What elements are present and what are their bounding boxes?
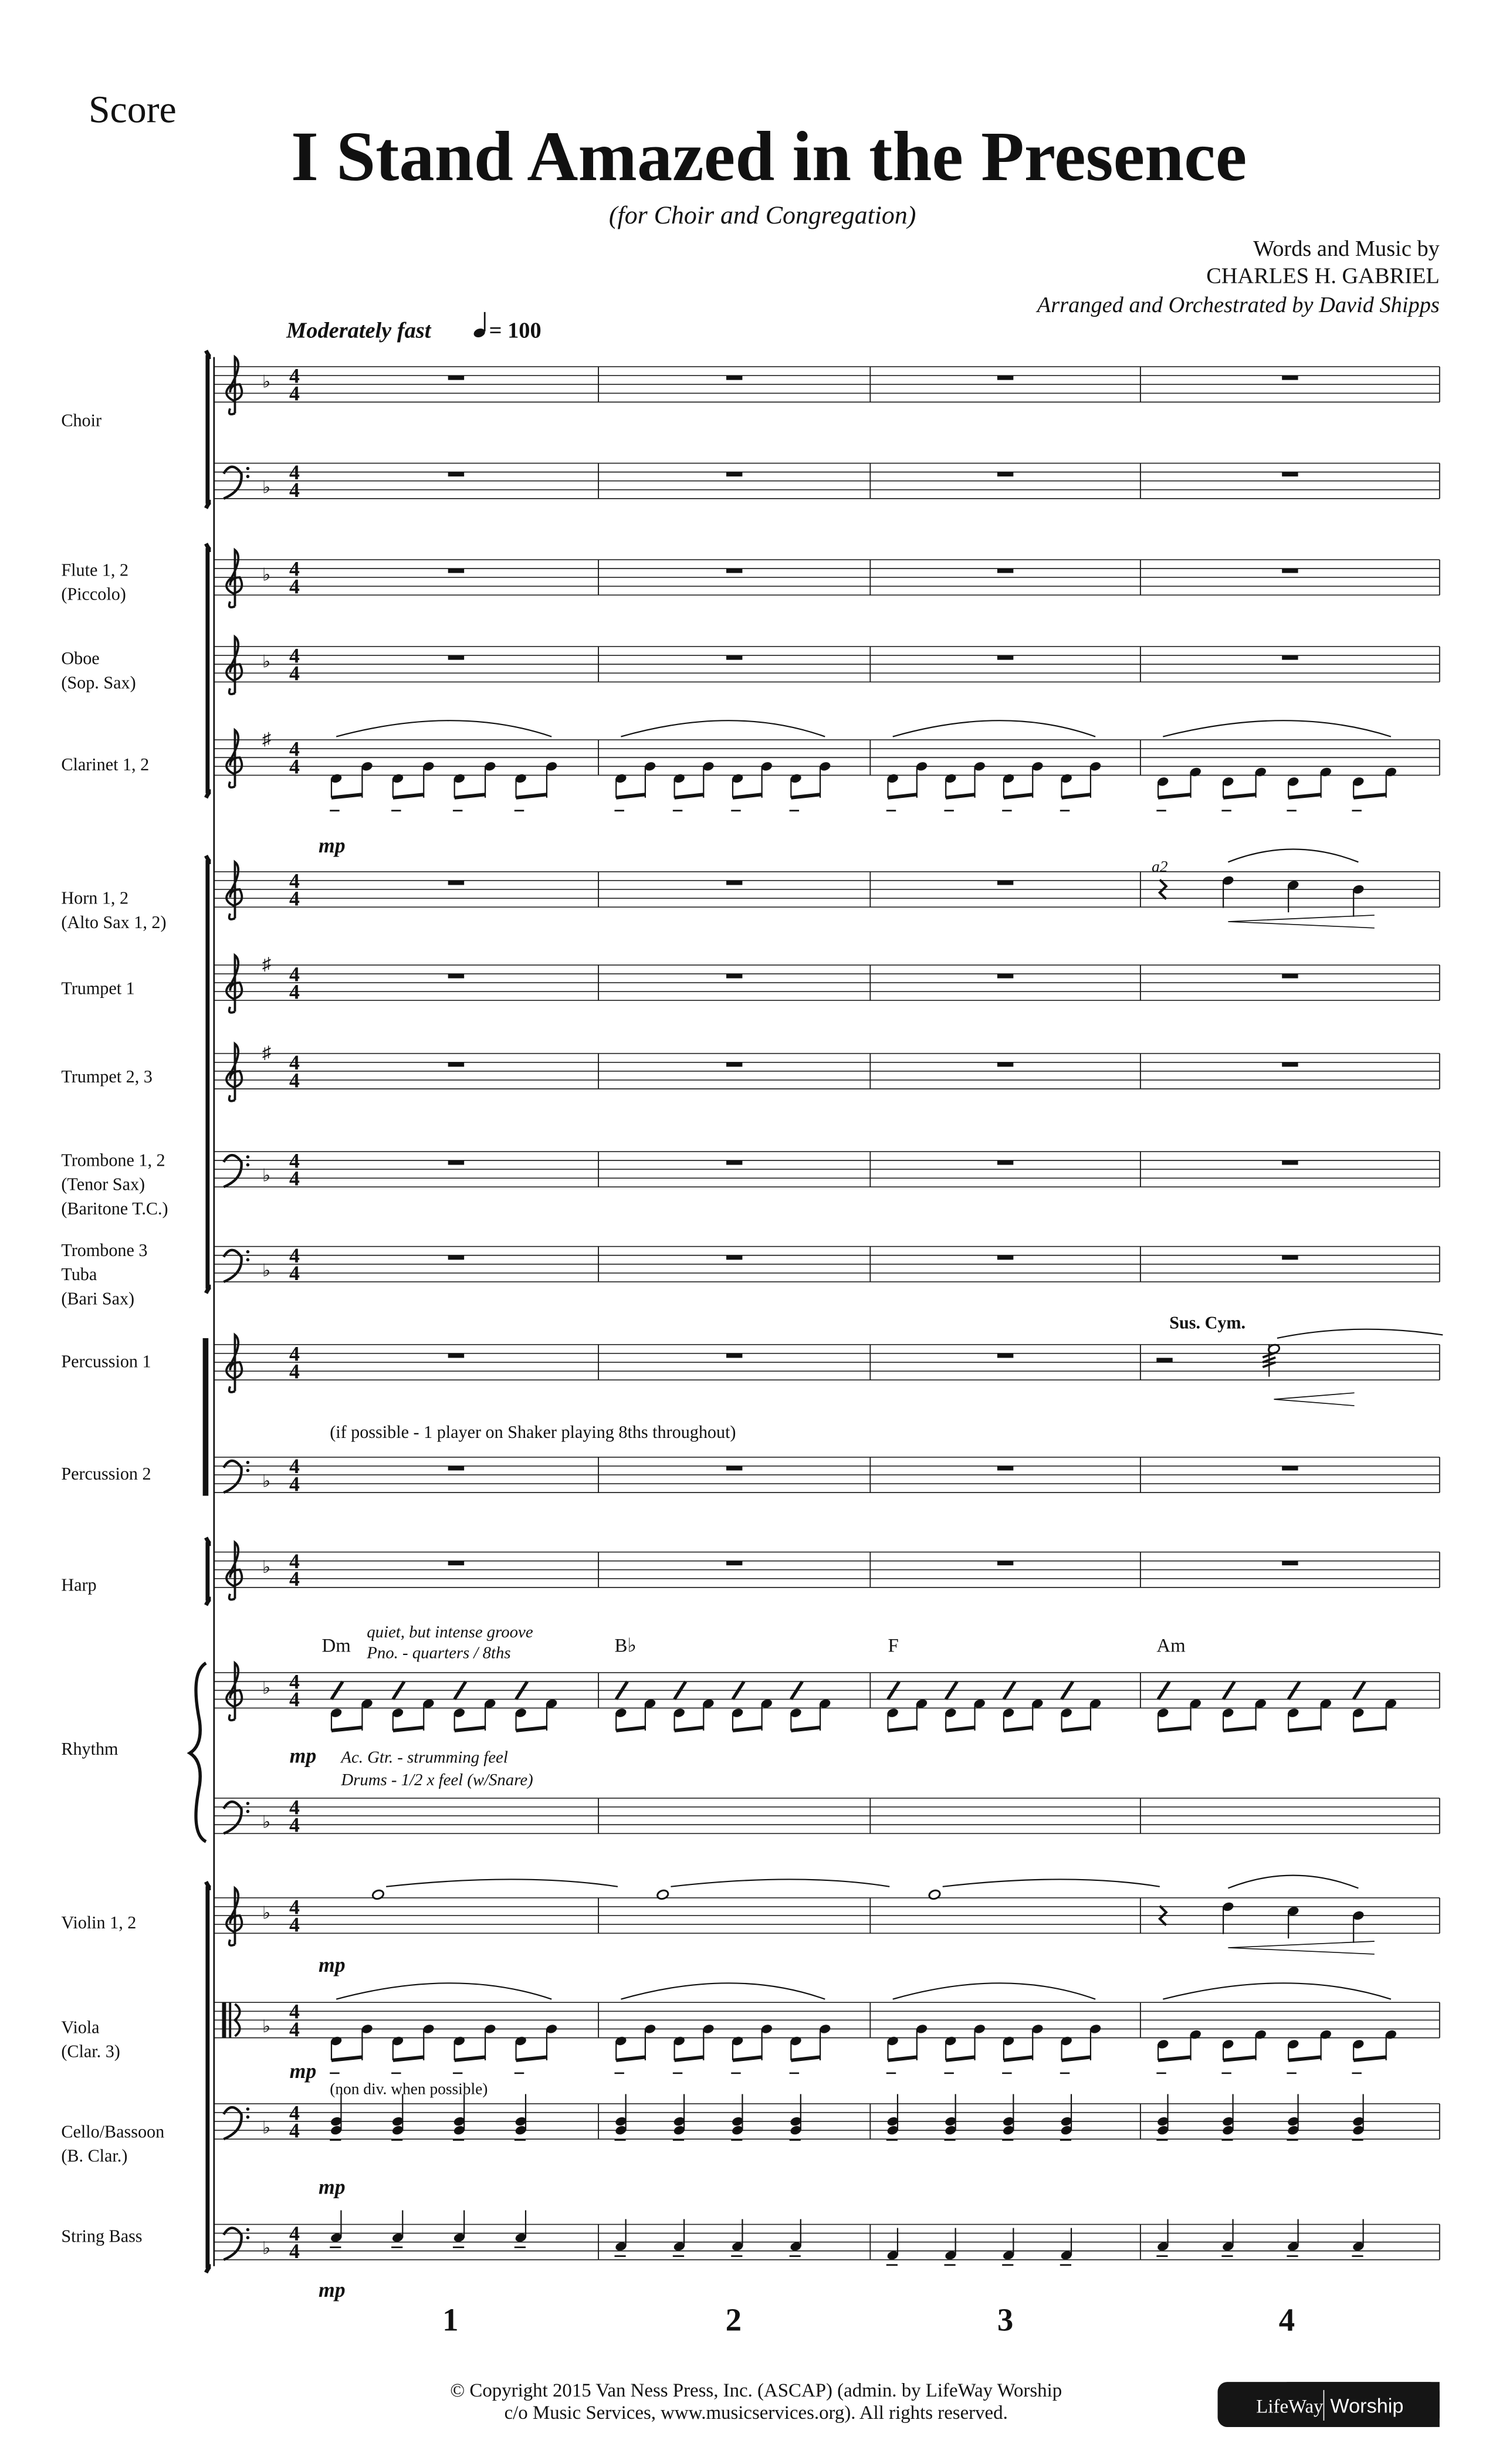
staff bbox=[214, 872, 1440, 907]
whole-rest-icon bbox=[1282, 472, 1298, 477]
treble-clef-icon bbox=[226, 1663, 242, 1721]
label-trombone-12-sub1: (Tenor Sax) bbox=[61, 1174, 145, 1194]
whole-rest-icon bbox=[448, 974, 464, 979]
whole-rest-icon bbox=[726, 1466, 742, 1471]
treble-clef-icon bbox=[226, 357, 242, 415]
whole-rest-icon bbox=[726, 568, 742, 573]
staff-group-bracket bbox=[206, 544, 211, 798]
groove-note: quiet, but intense groove bbox=[367, 1622, 533, 1641]
label-trombone-12-sub2: (Baritone T.C.) bbox=[61, 1198, 168, 1219]
whole-rest-icon bbox=[448, 568, 464, 573]
grand-staff-brace bbox=[190, 1663, 206, 1842]
beam bbox=[733, 1727, 762, 1730]
beam bbox=[455, 2057, 485, 2060]
bass-clef-dot bbox=[246, 1163, 249, 1166]
beam bbox=[1223, 794, 1256, 797]
key-signature-flat-icon: ♭ bbox=[262, 2016, 271, 2036]
time-signature-bottom: 4 bbox=[289, 2118, 300, 2143]
staff-group-bracket bbox=[206, 351, 211, 509]
bass-clef-dot bbox=[246, 1461, 249, 1464]
whole-rest-icon bbox=[448, 1353, 464, 1358]
staff bbox=[214, 1798, 1440, 1833]
time-signature-top: 4 bbox=[289, 460, 300, 484]
bass-clef-dot bbox=[246, 1155, 249, 1158]
bass-clef-dot bbox=[246, 1250, 249, 1253]
percussion-bracket bbox=[203, 1338, 209, 1496]
time-signature-top: 4 bbox=[289, 1244, 300, 1268]
whole-rest-icon bbox=[726, 1255, 742, 1260]
staff bbox=[214, 1898, 1440, 1933]
slur bbox=[621, 720, 825, 736]
time-signature-top: 4 bbox=[289, 1149, 300, 1173]
time-signature-bottom: 4 bbox=[289, 661, 300, 685]
whole-rest-icon bbox=[1282, 1160, 1298, 1165]
beam bbox=[1353, 794, 1386, 797]
beam bbox=[1288, 1727, 1321, 1730]
time-signature-bottom: 4 bbox=[289, 886, 300, 911]
time-signature-top: 4 bbox=[289, 1999, 300, 2023]
label-trumpet-23: Trumpet 2, 3 bbox=[61, 1067, 153, 1087]
time-signature-top: 4 bbox=[289, 2101, 300, 2125]
quarter-note-icon bbox=[472, 312, 486, 339]
beam bbox=[888, 2057, 917, 2060]
staff bbox=[214, 560, 1440, 595]
beam bbox=[1158, 1727, 1191, 1730]
measure-number-4: 4 bbox=[1278, 2301, 1295, 2338]
time-signature-top: 4 bbox=[289, 1670, 300, 1694]
time-signature-top: 4 bbox=[289, 2221, 300, 2245]
slur bbox=[336, 720, 551, 736]
beam bbox=[946, 2057, 974, 2060]
label-viola-sub: (Clar. 3) bbox=[61, 2041, 120, 2062]
dynamic-violin: mp bbox=[319, 1953, 346, 1977]
beam bbox=[1158, 2057, 1191, 2060]
slur bbox=[1228, 1876, 1358, 1888]
time-signature-top: 4 bbox=[289, 644, 300, 668]
time-signature-top: 4 bbox=[289, 737, 300, 761]
whole-rest-icon bbox=[1282, 1255, 1298, 1260]
measure-number-1: 1 bbox=[442, 2301, 459, 2338]
whole-rest-icon bbox=[1282, 375, 1298, 380]
bass-clef-dot bbox=[246, 1469, 249, 1472]
whole-rest-icon bbox=[448, 1255, 464, 1260]
page-title: I Stand Amazed in the Presence bbox=[290, 118, 1247, 197]
beam bbox=[616, 794, 645, 797]
label-bari-sax: (Bari Sax) bbox=[61, 1288, 135, 1309]
slur bbox=[893, 720, 1095, 736]
time-signature-bottom: 4 bbox=[289, 1813, 300, 1837]
time-signature-bottom: 4 bbox=[289, 1913, 300, 1937]
key-signature-flat-icon: ♭ bbox=[262, 1812, 271, 1832]
key-signature-flat-icon: ♭ bbox=[262, 1903, 271, 1923]
beam bbox=[1353, 1727, 1386, 1730]
beam bbox=[1062, 794, 1091, 797]
label-cello-sub: (B. Clar.) bbox=[61, 2145, 128, 2166]
whole-rest-icon bbox=[1282, 655, 1298, 660]
whole-rest-icon bbox=[448, 881, 464, 885]
label-choir: Choir bbox=[61, 410, 102, 431]
time-signature-bottom: 4 bbox=[289, 1261, 300, 1285]
label-oboe-sub: (Sop. Sax) bbox=[61, 672, 136, 693]
time-signature-top: 4 bbox=[289, 1051, 300, 1075]
crescendo-hairpin bbox=[1228, 1941, 1374, 1954]
beam bbox=[393, 794, 424, 797]
time-signature-top: 4 bbox=[289, 1549, 300, 1573]
label-viola: Viola bbox=[61, 2017, 100, 2037]
bass-clef-dot bbox=[246, 2236, 249, 2239]
label-rhythm: Rhythm bbox=[61, 1738, 119, 1759]
logo-lifeway: LifeWay bbox=[1256, 2396, 1324, 2418]
staff bbox=[214, 1247, 1440, 1282]
beam bbox=[1223, 1727, 1256, 1730]
treble-clef-icon bbox=[226, 1888, 242, 1946]
whole-rest-icon bbox=[997, 974, 1013, 979]
whole-rest-icon bbox=[1282, 1561, 1298, 1566]
label-cello: Cello/Bassoon bbox=[61, 2121, 165, 2142]
a2-marking: a2 bbox=[1152, 857, 1168, 875]
beam bbox=[455, 794, 485, 797]
beam bbox=[1004, 2057, 1033, 2060]
label-tuba: Tuba bbox=[61, 1264, 97, 1285]
measure-number-3: 3 bbox=[997, 2301, 1014, 2338]
label-trombone-3: Trombone 3 bbox=[61, 1240, 148, 1261]
tie bbox=[671, 1879, 889, 1886]
beam bbox=[516, 1727, 547, 1730]
staff bbox=[214, 965, 1440, 1000]
beam bbox=[455, 1727, 485, 1730]
time-signature-bottom: 4 bbox=[289, 574, 300, 598]
slur bbox=[1163, 720, 1391, 736]
tempo-value: = 100 bbox=[489, 318, 541, 343]
key-signature-flat-icon: ♭ bbox=[262, 2238, 271, 2259]
treble-clef-icon bbox=[226, 1335, 242, 1392]
time-signature-bottom: 4 bbox=[289, 1472, 300, 1496]
tie bbox=[386, 1879, 618, 1886]
bass-clef-dot bbox=[246, 1258, 249, 1261]
whole-rest-icon bbox=[726, 1561, 742, 1566]
beam bbox=[675, 794, 704, 797]
beam bbox=[791, 2057, 820, 2060]
time-signature-bottom: 4 bbox=[289, 2239, 300, 2263]
label-horn-sub: (Alto Sax 1, 2) bbox=[61, 912, 167, 932]
chord-symbol-4: Am bbox=[1156, 1635, 1186, 1657]
guitar-note: Ac. Gtr. - strumming feel bbox=[341, 1748, 508, 1767]
beam bbox=[331, 1727, 362, 1730]
key-signature-flat-icon: ♭ bbox=[262, 2117, 271, 2138]
time-signature-top: 4 bbox=[289, 1454, 300, 1478]
beam bbox=[733, 2057, 762, 2060]
treble-clef-icon bbox=[226, 637, 242, 695]
beam bbox=[1288, 2057, 1321, 2060]
whole-rest-icon bbox=[726, 881, 742, 885]
beam bbox=[393, 1727, 424, 1730]
dynamic-rhythm: mp bbox=[289, 1744, 317, 1768]
beam bbox=[888, 1727, 917, 1730]
key-signature-sharp-icon: ♯ bbox=[262, 954, 272, 974]
dynamic-cello: mp bbox=[319, 2175, 346, 2199]
whole-rest-icon bbox=[448, 375, 464, 380]
time-signature-bottom: 4 bbox=[289, 1359, 300, 1383]
whole-rest-icon bbox=[1282, 1466, 1298, 1471]
staff-group-bracket bbox=[206, 1538, 211, 1605]
beam bbox=[675, 1727, 704, 1730]
bass-clef-dot bbox=[246, 1810, 249, 1813]
time-signature-bottom: 4 bbox=[289, 1166, 300, 1190]
treble-clef-icon bbox=[226, 730, 242, 788]
whole-rest-icon bbox=[726, 1062, 742, 1067]
staff bbox=[214, 2225, 1440, 2260]
staff bbox=[214, 1552, 1440, 1591]
whole-rest-icon bbox=[997, 1353, 1013, 1358]
beam bbox=[733, 794, 762, 797]
whole-rest-icon bbox=[448, 1561, 464, 1566]
arranger: Arranged and Orchestrated by David Shipps bbox=[1037, 292, 1440, 317]
label-trombone-12: Trombone 1, 2 bbox=[61, 1150, 165, 1170]
beam bbox=[1004, 794, 1033, 797]
dynamic-clarinet: mp bbox=[319, 834, 346, 858]
key-signature-flat-icon: ♭ bbox=[262, 371, 271, 392]
whole-rest-icon bbox=[448, 1466, 464, 1471]
notehead bbox=[656, 1889, 669, 1900]
staff-group-bracket bbox=[206, 855, 211, 1293]
staff-group-bracket bbox=[206, 1882, 211, 2273]
non-div-note: (non div. when possible) bbox=[330, 2080, 488, 2098]
notehead bbox=[371, 1889, 384, 1900]
staff bbox=[214, 1345, 1440, 1380]
key-signature-sharp-icon: ♯ bbox=[262, 1042, 272, 1062]
slur bbox=[336, 1983, 551, 1999]
beam bbox=[1062, 1727, 1091, 1730]
time-signature-bottom: 4 bbox=[289, 1687, 300, 1711]
treble-clef-icon bbox=[226, 1044, 242, 1101]
alto-clef-icon bbox=[222, 2002, 226, 2037]
staff bbox=[214, 367, 1440, 402]
shaker-note: (if possible - 1 player on Shaker playing 8ths throughout) bbox=[330, 1421, 736, 1442]
whole-rest-icon bbox=[1282, 1062, 1298, 1067]
time-signature-bottom: 4 bbox=[289, 1068, 300, 1092]
whole-rest-icon bbox=[997, 1466, 1013, 1471]
slur bbox=[1163, 1983, 1391, 1999]
key-signature-flat-icon: ♭ bbox=[262, 564, 271, 585]
bass-clef-dot bbox=[246, 2107, 249, 2110]
beam bbox=[331, 794, 362, 797]
whole-rest-icon bbox=[997, 472, 1013, 477]
time-signature-bottom: 4 bbox=[289, 2017, 300, 2041]
notehead bbox=[928, 1889, 941, 1900]
bass-clef-dot bbox=[246, 475, 249, 478]
beam bbox=[516, 2057, 547, 2060]
beam bbox=[1004, 1727, 1033, 1730]
beam bbox=[393, 2057, 424, 2060]
bass-clef-dot bbox=[246, 1802, 249, 1805]
dynamic-viola: mp bbox=[289, 2059, 317, 2083]
beam bbox=[1158, 794, 1191, 797]
piano-note: Pno. - quarters / 8ths bbox=[367, 1643, 511, 1663]
whole-rest-icon bbox=[997, 1062, 1013, 1067]
whole-rest-icon bbox=[997, 1255, 1013, 1260]
whole-rest-icon bbox=[448, 1160, 464, 1165]
sus-cym-marking: Sus. Cym. bbox=[1169, 1312, 1246, 1333]
beam bbox=[616, 2057, 645, 2060]
whole-rest-icon bbox=[1282, 568, 1298, 573]
beam bbox=[331, 2057, 362, 2060]
instrument-labels bbox=[61, 411, 168, 2246]
whole-rest-icon bbox=[997, 881, 1013, 885]
staff bbox=[214, 460, 1440, 499]
lifeway-worship-logo bbox=[1218, 2382, 1440, 2427]
staff-system bbox=[190, 351, 1443, 2273]
chord-symbol-2: B♭ bbox=[614, 1635, 637, 1657]
time-signature-top: 4 bbox=[289, 1795, 300, 1819]
beam bbox=[888, 794, 917, 797]
composer: CHARLES H. GABRIEL bbox=[1206, 263, 1440, 289]
whole-rest-icon bbox=[448, 1062, 464, 1067]
label-trumpet-1: Trumpet 1 bbox=[61, 978, 135, 999]
key-signature-sharp-icon: ♯ bbox=[262, 729, 272, 749]
label-harp: Harp bbox=[61, 1575, 97, 1595]
copyright-line-2: c/o Music Services, www.musicservices.org). All rights reserved. bbox=[504, 2402, 1008, 2424]
whole-rest-icon bbox=[997, 655, 1013, 660]
key-signature-flat-icon: ♭ bbox=[262, 1471, 271, 1491]
score-label: Score bbox=[88, 88, 177, 131]
chord-symbol-1: Dm bbox=[321, 1635, 351, 1657]
beam bbox=[946, 1727, 974, 1730]
tie bbox=[1277, 1329, 1443, 1338]
key-signature-flat-icon: ♭ bbox=[262, 651, 271, 672]
copyright-line-1: © Copyright 2015 Van Ness Press, Inc. (ASCAP) (admin. by LifeWay Worship bbox=[450, 2380, 1062, 2401]
whole-rest-icon bbox=[726, 375, 742, 380]
key-signature-flat-icon: ♭ bbox=[262, 1557, 271, 1578]
time-signature-bottom: 4 bbox=[289, 1567, 300, 1591]
whole-rest-icon bbox=[726, 472, 742, 477]
beam bbox=[516, 794, 547, 797]
credit-words-music: Words and Music by bbox=[1253, 236, 1440, 261]
time-signature-top: 4 bbox=[289, 557, 300, 581]
beam bbox=[791, 794, 820, 797]
crescendo-hairpin bbox=[1228, 915, 1374, 928]
treble-clef-icon bbox=[226, 1542, 242, 1600]
dynamic-string-bass: mp bbox=[319, 2277, 346, 2301]
whole-rest-icon bbox=[726, 655, 742, 660]
whole-rest-icon bbox=[997, 568, 1013, 573]
whole-rest-icon bbox=[726, 974, 742, 979]
key-signature-flat-icon: ♭ bbox=[262, 1260, 271, 1281]
label-horn: Horn 1, 2 bbox=[61, 888, 129, 908]
beam bbox=[1223, 2057, 1256, 2060]
whole-rest-icon bbox=[1282, 974, 1298, 979]
bass-clef-dot bbox=[246, 467, 249, 470]
label-oboe: Oboe bbox=[61, 648, 100, 669]
half-rest-icon bbox=[1156, 1358, 1172, 1363]
slur bbox=[893, 1983, 1095, 1999]
staff bbox=[214, 647, 1440, 682]
time-signature-top: 4 bbox=[289, 1342, 300, 1366]
beam bbox=[946, 794, 974, 797]
whole-rest-icon bbox=[997, 375, 1013, 380]
staff bbox=[214, 1054, 1440, 1089]
whole-rest-icon bbox=[997, 1160, 1013, 1165]
subtitle: (for Choir and Congregation) bbox=[608, 201, 916, 230]
bass-clef-dot bbox=[246, 2228, 249, 2231]
treble-clef-icon bbox=[226, 862, 242, 919]
label-percussion-1: Percussion 1 bbox=[61, 1351, 151, 1372]
time-signature-top: 4 bbox=[289, 364, 300, 388]
label-percussion-2: Percussion 2 bbox=[61, 1464, 151, 1484]
label-flute: Flute 1, 2 bbox=[61, 560, 129, 580]
beam bbox=[616, 1727, 645, 1730]
beam bbox=[1353, 2057, 1386, 2060]
tempo-marking: Moderately fast bbox=[286, 318, 431, 343]
tie bbox=[943, 1879, 1160, 1886]
key-signature-flat-icon: ♭ bbox=[262, 1165, 271, 1186]
beam bbox=[675, 2057, 704, 2060]
bass-clef-dot bbox=[246, 2116, 249, 2118]
time-signature-bottom: 4 bbox=[289, 478, 300, 502]
key-signature-flat-icon: ♭ bbox=[262, 477, 271, 497]
staff bbox=[214, 1457, 1440, 1492]
beam bbox=[1288, 794, 1321, 797]
time-signature-bottom: 4 bbox=[289, 980, 300, 1004]
whole-rest-icon bbox=[448, 655, 464, 660]
beam bbox=[791, 1727, 820, 1730]
logo-worship: Worship bbox=[1330, 2395, 1404, 2418]
whole-rest-icon bbox=[448, 472, 464, 477]
time-signature-top: 4 bbox=[289, 1895, 300, 1919]
whole-rest-icon bbox=[997, 1561, 1013, 1566]
treble-clef-icon bbox=[226, 550, 242, 608]
drums-note: Drums - 1/2 x feel (w/Snare) bbox=[341, 1771, 533, 1790]
treble-clef-icon bbox=[226, 955, 242, 1013]
whole-rest-icon bbox=[726, 1353, 742, 1358]
chord-symbol-3: F bbox=[888, 1635, 899, 1657]
label-violin: Violin 1, 2 bbox=[61, 1913, 137, 1933]
label-flute-sub: (Piccolo) bbox=[61, 584, 126, 604]
measure-number-2: 2 bbox=[725, 2301, 742, 2338]
time-signature-bottom: 4 bbox=[289, 754, 300, 779]
staff bbox=[214, 1152, 1440, 1187]
key-signature-flat-icon: ♭ bbox=[262, 1677, 271, 1698]
time-signature-top: 4 bbox=[289, 869, 300, 893]
slur bbox=[1228, 849, 1358, 862]
label-string-bass: String Bass bbox=[61, 2226, 143, 2246]
label-clarinet: Clarinet 1, 2 bbox=[61, 754, 150, 775]
time-signature-top: 4 bbox=[289, 962, 300, 986]
crescendo-hairpin bbox=[1274, 1393, 1354, 1406]
slur bbox=[621, 1983, 825, 1999]
beam bbox=[1062, 2057, 1091, 2060]
whole-rest-icon bbox=[726, 1160, 742, 1165]
time-signature-bottom: 4 bbox=[289, 381, 300, 405]
